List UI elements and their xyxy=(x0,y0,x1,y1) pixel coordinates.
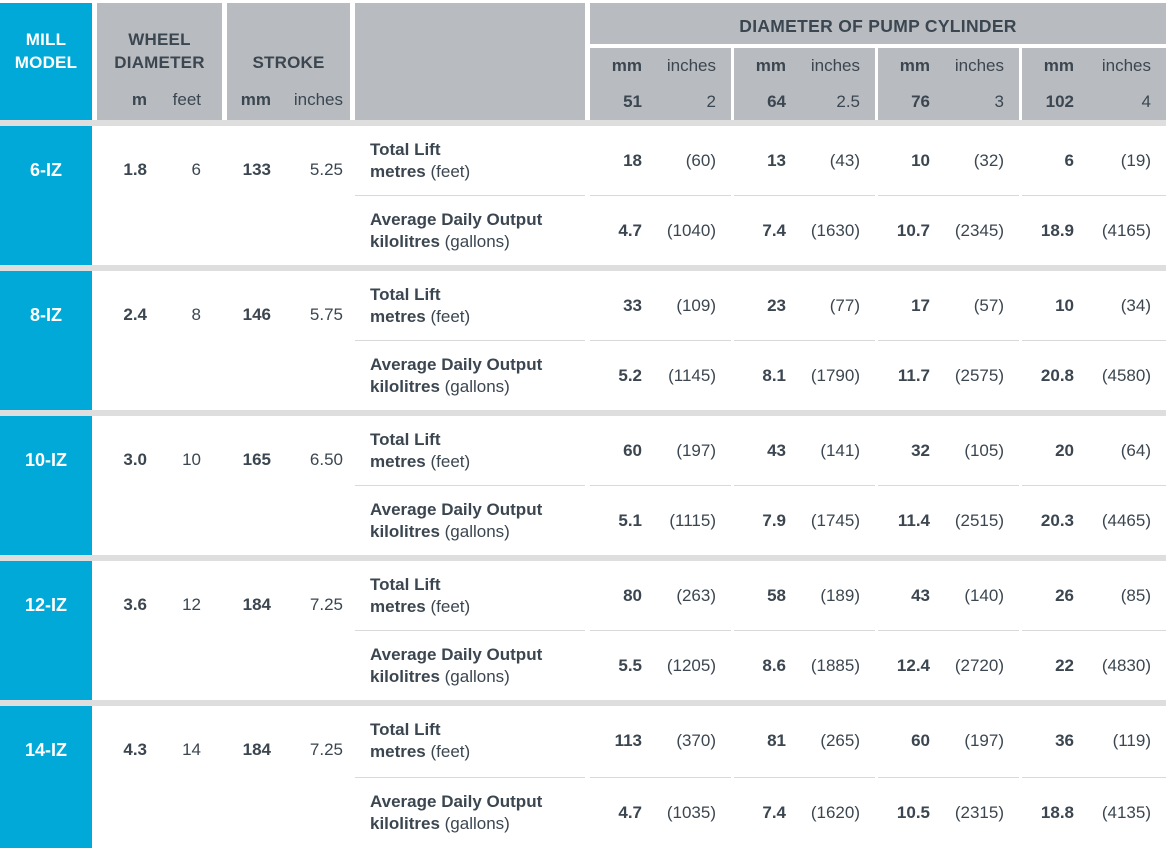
stroke-mm-value: 184 xyxy=(242,595,271,614)
data-cell-76mm xyxy=(878,561,1019,700)
pump-cylinder-subheaders xyxy=(590,48,1166,120)
wheel-feet-value: 10 xyxy=(182,450,201,469)
wheel-feet-value: 14 xyxy=(182,740,201,759)
output-unit-bold: kilolitres xyxy=(370,376,440,396)
model-label: 6-IZ xyxy=(29,160,62,180)
output-kilolitres: 7.9 xyxy=(762,510,786,530)
lift-metres: 60 xyxy=(623,440,642,460)
lift-unit-plain: (feet) xyxy=(425,596,471,616)
stroke-inches-value: 7.25 xyxy=(309,595,343,614)
lift-feet: (32) xyxy=(973,150,1004,170)
wheel-unit-imperial: feet xyxy=(172,90,201,109)
pump-size-imperial: 2 xyxy=(706,92,716,111)
data-cell-64mm xyxy=(734,561,875,700)
stroke-mm-value: 184 xyxy=(242,740,271,759)
output-unit-bold: kilolitres xyxy=(370,813,440,833)
data-cell-76mm xyxy=(878,416,1019,555)
output-gallons: (4830) xyxy=(1101,655,1151,675)
stroke-mm-value: 146 xyxy=(242,305,271,324)
wheel-diameter-values-cell xyxy=(97,416,222,555)
output-gallons: (1035) xyxy=(666,802,716,822)
stroke-values-cell xyxy=(227,126,350,265)
mill-model-header-cell xyxy=(0,3,92,120)
wheel-diameter-header-label: WHEEL DIAMETER xyxy=(114,30,205,72)
output-kilolitres: 10.7 xyxy=(896,220,930,240)
output-gallons: (1745) xyxy=(810,510,860,530)
data-cell-64mm xyxy=(734,416,875,555)
lift-unit-bold: metres xyxy=(370,451,426,471)
model-label: 10-IZ xyxy=(24,450,67,470)
data-cell-51mm xyxy=(590,706,731,848)
output-kilolitres: 11.7 xyxy=(897,365,930,385)
wheel-diameter-values-cell xyxy=(97,271,222,410)
pump-size-metric: 76 xyxy=(911,92,930,111)
output-gallons: (4580) xyxy=(1101,365,1151,385)
wheel-diameter-values-cell xyxy=(97,561,222,700)
metric-labels-cell xyxy=(355,271,585,410)
data-cell-102mm xyxy=(1022,416,1166,555)
model-row-6-iz xyxy=(0,126,1166,265)
output-unit-plain: (gallons) xyxy=(439,813,510,833)
stroke-unit-imperial: inches xyxy=(293,90,343,109)
metric-labels-cell xyxy=(355,706,585,848)
data-cell-76mm xyxy=(878,271,1019,410)
wheel-m-value: 3.6 xyxy=(123,595,147,614)
lift-metres: 20 xyxy=(1055,440,1074,460)
output-kilolitres: 4.7 xyxy=(618,802,642,822)
pump-unit-imperial: inches xyxy=(954,56,1004,75)
lift-feet: (141) xyxy=(820,440,860,460)
stroke-values-cell xyxy=(227,271,350,410)
wheel-m-value: 2.4 xyxy=(123,305,147,324)
lift-label: Total Lift xyxy=(370,574,441,594)
data-cell-64mm xyxy=(734,126,875,265)
pump-unit-imperial: inches xyxy=(810,56,860,75)
output-gallons: (1145) xyxy=(668,365,716,385)
stroke-inches-value: 6.50 xyxy=(309,450,343,469)
output-gallons: (4165) xyxy=(1101,220,1151,240)
wheel-m-value: 4.3 xyxy=(123,740,147,759)
stroke-mm-value: 165 xyxy=(242,450,271,469)
output-kilolitres: 8.1 xyxy=(762,365,786,385)
output-gallons: (1630) xyxy=(810,220,860,240)
output-gallons: (1205) xyxy=(666,655,716,675)
metric-labels-cell xyxy=(355,126,585,265)
pump-col-header-51mm xyxy=(590,48,731,120)
model-cell xyxy=(0,271,92,410)
pump-unit-imperial: inches xyxy=(666,56,716,75)
pump-col-header-102mm xyxy=(1022,48,1166,120)
data-cell-64mm xyxy=(734,706,875,848)
output-unit-plain: (gallons) xyxy=(439,376,510,396)
output-gallons: (2315) xyxy=(954,802,1004,822)
lift-unit-plain: (feet) xyxy=(425,742,471,762)
output-kilolitres: 22 xyxy=(1055,655,1074,675)
lift-metres: 18 xyxy=(623,150,642,170)
lift-metres: 43 xyxy=(767,440,786,460)
output-gallons: (1885) xyxy=(810,655,860,675)
lift-feet: (109) xyxy=(676,295,716,315)
output-gallons: (1040) xyxy=(666,220,716,240)
wheel-unit-metric: m xyxy=(131,90,147,109)
lift-feet: (140) xyxy=(964,585,1004,605)
lift-feet: (263) xyxy=(676,585,716,605)
lift-unit-bold: metres xyxy=(370,742,426,762)
output-unit-bold: kilolitres xyxy=(370,521,440,541)
stroke-values-cell xyxy=(227,561,350,700)
output-label: Average Daily Output xyxy=(370,791,543,811)
model-cell xyxy=(0,126,92,265)
stroke-inches-value: 5.75 xyxy=(309,305,343,324)
data-cell-64mm xyxy=(734,271,875,410)
lift-feet: (60) xyxy=(685,150,716,170)
lift-feet: (85) xyxy=(1120,585,1151,605)
output-kilolitres: 7.4 xyxy=(762,802,786,822)
wheel-diameter-units xyxy=(97,80,222,120)
pump-unit-metric: mm xyxy=(899,56,930,75)
data-cell-102mm xyxy=(1022,561,1166,700)
stroke-header-cell xyxy=(227,3,350,120)
lift-feet: (197) xyxy=(964,731,1004,751)
output-gallons: (2720) xyxy=(954,655,1004,675)
pump-col-header-64mm xyxy=(734,48,875,120)
model-label: 14-IZ xyxy=(24,740,67,760)
lift-metres: 58 xyxy=(767,585,786,605)
lift-feet: (77) xyxy=(829,295,860,315)
lift-feet: (57) xyxy=(973,295,1004,315)
model-row-10-iz xyxy=(0,416,1166,555)
lift-metres: 10 xyxy=(911,150,930,170)
lift-label: Total Lift xyxy=(370,139,441,159)
mill-model-header-label: MILL MODEL xyxy=(14,30,78,72)
lift-unit-bold: metres xyxy=(370,161,426,181)
stroke-inches-value: 7.25 xyxy=(309,740,343,759)
model-label: 12-IZ xyxy=(24,595,67,615)
data-cell-102mm xyxy=(1022,706,1166,848)
pump-cylinder-title: DIAMETER OF PUMP CYLINDER xyxy=(590,3,1166,44)
pump-unit-imperial: inches xyxy=(1101,56,1151,75)
lift-unit-bold: metres xyxy=(370,306,426,326)
pump-col-header-76mm xyxy=(878,48,1019,120)
pump-unit-metric: mm xyxy=(755,56,786,75)
lift-metres: 36 xyxy=(1055,731,1074,751)
lift-unit-plain: (feet) xyxy=(425,161,471,181)
output-kilolitres: 12.4 xyxy=(896,655,930,675)
lift-metres: 80 xyxy=(623,585,642,605)
output-kilolitres: 8.6 xyxy=(762,655,786,675)
output-unit-plain: (gallons) xyxy=(439,666,510,686)
wheel-feet-value: 12 xyxy=(182,595,201,614)
pump-size-imperial: 4 xyxy=(1141,92,1151,111)
pump-size-metric: 51 xyxy=(623,92,642,111)
data-cell-51mm xyxy=(590,126,731,265)
output-label: Average Daily Output xyxy=(370,644,543,664)
data-cell-51mm xyxy=(590,416,731,555)
output-unit-plain: (gallons) xyxy=(439,521,510,541)
wheel-m-value: 3.0 xyxy=(123,450,147,469)
lift-feet: (370) xyxy=(676,731,716,751)
output-unit-bold: kilolitres xyxy=(370,231,440,251)
output-kilolitres: 4.7 xyxy=(618,220,642,240)
output-unit-bold: kilolitres xyxy=(370,666,440,686)
lift-metres: 26 xyxy=(1055,585,1074,605)
output-kilolitres: 5.2 xyxy=(618,365,642,385)
model-row-12-iz xyxy=(0,561,1166,700)
output-gallons: (2515) xyxy=(954,510,1004,530)
model-cell xyxy=(0,561,92,700)
output-gallons: (1115) xyxy=(669,510,716,530)
lift-feet: (64) xyxy=(1120,440,1151,460)
metric-labels-cell xyxy=(355,561,585,700)
stroke-header-label: STROKE xyxy=(252,53,325,72)
data-cell-51mm xyxy=(590,271,731,410)
output-kilolitres: 20.8 xyxy=(1040,365,1074,385)
stroke-values-cell xyxy=(227,706,350,848)
model-cell xyxy=(0,416,92,555)
stroke-units xyxy=(227,80,350,120)
lift-metres: 60 xyxy=(911,731,930,751)
output-label: Average Daily Output xyxy=(370,499,543,519)
lift-metres: 6 xyxy=(1064,150,1074,170)
lift-feet: (105) xyxy=(964,440,1004,460)
wheel-diameter-header-cell xyxy=(97,3,222,120)
data-cell-102mm xyxy=(1022,126,1166,265)
lift-feet: (197) xyxy=(676,440,716,460)
lift-label: Total Lift xyxy=(370,720,441,740)
model-row-8-iz xyxy=(0,271,1166,410)
lift-metres: 113 xyxy=(614,731,642,751)
pump-size-imperial: 3 xyxy=(994,92,1004,111)
pump-unit-metric: mm xyxy=(611,56,642,75)
wheel-feet-value: 8 xyxy=(191,305,201,324)
lift-unit-plain: (feet) xyxy=(425,306,471,326)
lift-feet: (19) xyxy=(1120,150,1151,170)
pump-unit-metric: mm xyxy=(1043,56,1074,75)
output-label: Average Daily Output xyxy=(370,354,543,374)
output-gallons: (4465) xyxy=(1101,510,1151,530)
model-row-14-iz xyxy=(0,706,1166,848)
stroke-unit-metric: mm xyxy=(240,90,271,109)
output-kilolitres: 5.1 xyxy=(618,510,642,530)
data-cell-76mm xyxy=(878,706,1019,848)
lift-label: Total Lift xyxy=(370,429,441,449)
wheel-diameter-values-cell xyxy=(97,706,222,848)
output-kilolitres: 18.8 xyxy=(1040,802,1074,822)
lift-metres: 81 xyxy=(767,731,786,751)
lift-metres: 17 xyxy=(911,295,930,315)
output-gallons: (1620) xyxy=(810,802,860,822)
model-label: 8-IZ xyxy=(29,305,62,325)
lift-feet: (189) xyxy=(820,585,860,605)
stroke-values-cell xyxy=(227,416,350,555)
output-kilolitres: 20.3 xyxy=(1040,510,1074,530)
lift-metres: 43 xyxy=(911,585,930,605)
lift-label: Total Lift xyxy=(370,284,441,304)
output-label: Average Daily Output xyxy=(370,209,543,229)
lift-metres: 33 xyxy=(623,295,642,315)
wheel-feet-value: 6 xyxy=(191,160,201,179)
output-kilolitres: 10.5 xyxy=(896,802,930,822)
pump-size-imperial: 2.5 xyxy=(836,92,860,111)
lift-feet: (119) xyxy=(1112,731,1151,751)
output-unit-plain: (gallons) xyxy=(439,231,510,251)
output-kilolitres: 5.5 xyxy=(618,655,642,675)
lift-unit-plain: (feet) xyxy=(425,451,471,471)
data-cell-76mm xyxy=(878,126,1019,265)
pump-size-metric: 102 xyxy=(1045,92,1074,111)
pump-size-metric: 64 xyxy=(767,92,786,111)
empty-header-cell xyxy=(355,3,585,120)
table-header-row xyxy=(0,3,1166,120)
lift-unit-bold: metres xyxy=(370,596,426,616)
model-cell xyxy=(0,706,92,848)
lift-metres: 23 xyxy=(767,295,786,315)
output-gallons: (2345) xyxy=(954,220,1004,240)
data-cell-102mm xyxy=(1022,271,1166,410)
output-gallons: (4135) xyxy=(1101,802,1151,822)
stroke-inches-value: 5.25 xyxy=(309,160,343,179)
mill-model-header-spacer xyxy=(0,80,92,120)
output-kilolitres: 11.4 xyxy=(897,510,930,530)
wheel-m-value: 1.8 xyxy=(123,160,147,179)
stroke-mm-value: 133 xyxy=(242,160,271,179)
output-gallons: (2575) xyxy=(954,365,1004,385)
output-kilolitres: 18.9 xyxy=(1040,220,1074,240)
metric-labels-cell xyxy=(355,416,585,555)
lift-metres: 13 xyxy=(767,150,786,170)
lift-feet: (43) xyxy=(829,150,860,170)
lift-feet: (34) xyxy=(1120,295,1151,315)
output-gallons: (1790) xyxy=(810,365,860,385)
data-cell-51mm xyxy=(590,561,731,700)
wheel-diameter-values-cell xyxy=(97,126,222,265)
lift-metres: 32 xyxy=(911,440,930,460)
lift-metres: 10 xyxy=(1055,295,1074,315)
lift-feet: (265) xyxy=(820,731,860,751)
output-kilolitres: 7.4 xyxy=(762,220,786,240)
pump-cylinder-header-group xyxy=(590,3,1166,120)
